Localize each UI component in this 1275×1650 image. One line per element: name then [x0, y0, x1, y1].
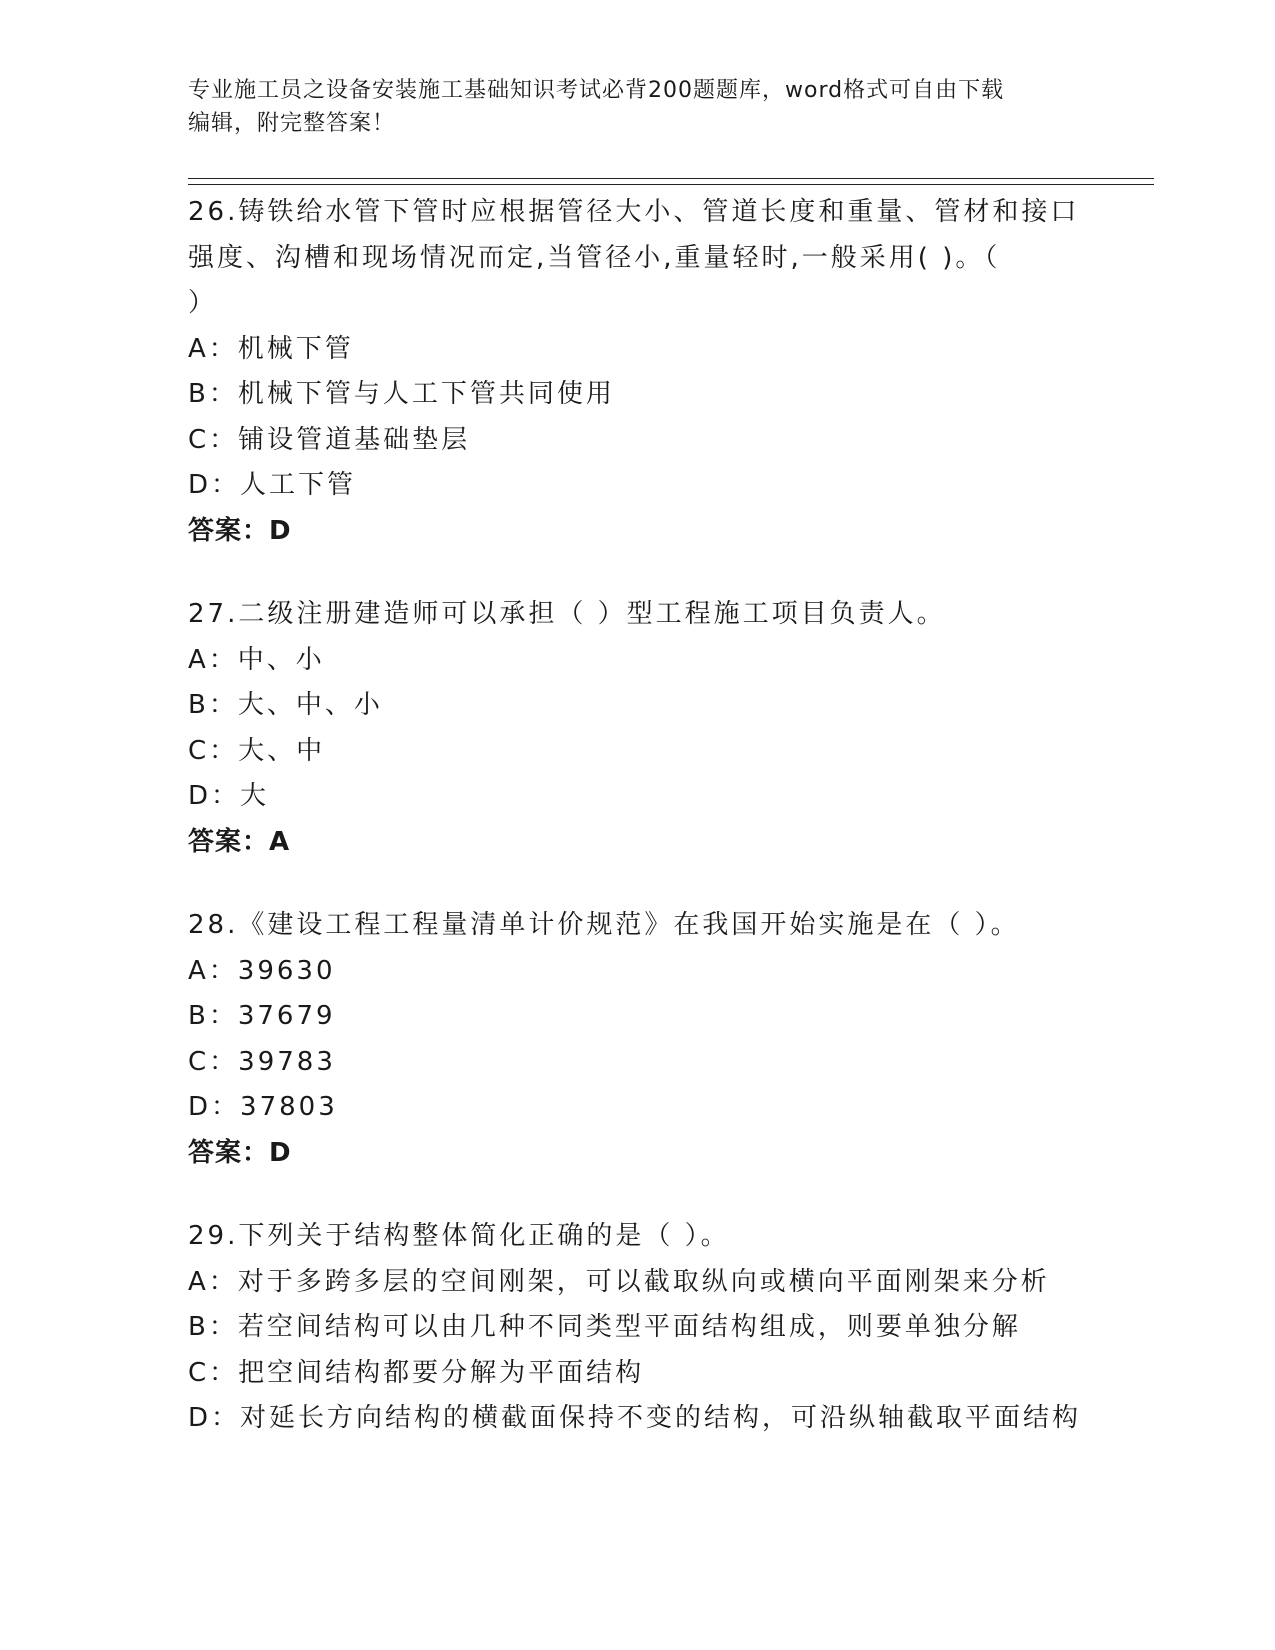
- option-b: B：大、中、小: [188, 690, 383, 720]
- question-stem: [188, 903, 1088, 949]
- header-divider-bottom: [188, 184, 1154, 185]
- option-c: C：39783: [188, 1046, 336, 1077]
- option-c: C：把空间结构都要分解为平面结构: [188, 1357, 645, 1388]
- question-stem-line: 28.《建设工程工程量清单计价规范》在我国开始实施是在（ ）。: [188, 910, 1020, 940]
- question-29: [188, 1214, 1088, 1442]
- option-d: D：37803: [188, 1092, 338, 1122]
- option-a: A：39630: [188, 955, 336, 986]
- option-b: B：若空间结构可以由几种不同类型平面结构组成，则要单独分解: [188, 1312, 1021, 1342]
- option-b: B：37679: [188, 1001, 336, 1031]
- question-28: [188, 903, 1088, 1176]
- question-stem: [188, 1214, 1088, 1260]
- header-title-line-2: 编辑，附完整答案！: [188, 111, 396, 136]
- question-stem-line: 27.二级注册建造师可以承担（ ）型工程施工项目负责人。: [188, 599, 946, 629]
- question-list: [188, 190, 1088, 1480]
- question-27: [188, 592, 1088, 865]
- question-stem-line: 29.下列关于结构整体简化正确的是（ ）。: [188, 1221, 730, 1251]
- header-title-line-1: 专业施工员之设备安装施工基础知识考试必背200题题库，word格式可自由下载: [188, 78, 1005, 103]
- answer-label: 答案：D: [188, 515, 292, 546]
- question-26: [188, 190, 1088, 554]
- answer-label: 答案：D: [188, 1137, 292, 1168]
- option-c: C：铺设管道基础垫层: [188, 424, 471, 455]
- question-stem-line: 强度、沟槽和现场情况而定,当管径小,重量轻时,一般采用( )。（: [188, 242, 1001, 273]
- question-stem-line: 26.铸铁给水管下管时应根据管径大小、管道长度和重量、管材和接口: [188, 197, 1080, 227]
- option-d: D：人工下管: [188, 470, 357, 500]
- question-stem: [188, 592, 1088, 638]
- option-a: A：中、小: [188, 644, 325, 675]
- option-c: C：大、中: [188, 735, 326, 766]
- header-divider-top: [188, 178, 1154, 179]
- option-a: A：对于多跨多层的空间刚架，可以截取纵向或横向平面刚架来分析: [188, 1266, 1050, 1297]
- option-d: D：对延长方向结构的横截面保持不变的结构，可沿纵轴截取平面结构: [188, 1403, 1082, 1433]
- question-stem: [188, 190, 1088, 327]
- document-header: [188, 74, 1068, 140]
- option-d: D：大: [188, 781, 270, 811]
- option-a: A：机械下管: [188, 333, 354, 364]
- answer-label: 答案：A: [188, 826, 291, 857]
- option-b: B：机械下管与人工下管共同使用: [188, 379, 615, 409]
- question-stem-line: ）: [188, 288, 218, 318]
